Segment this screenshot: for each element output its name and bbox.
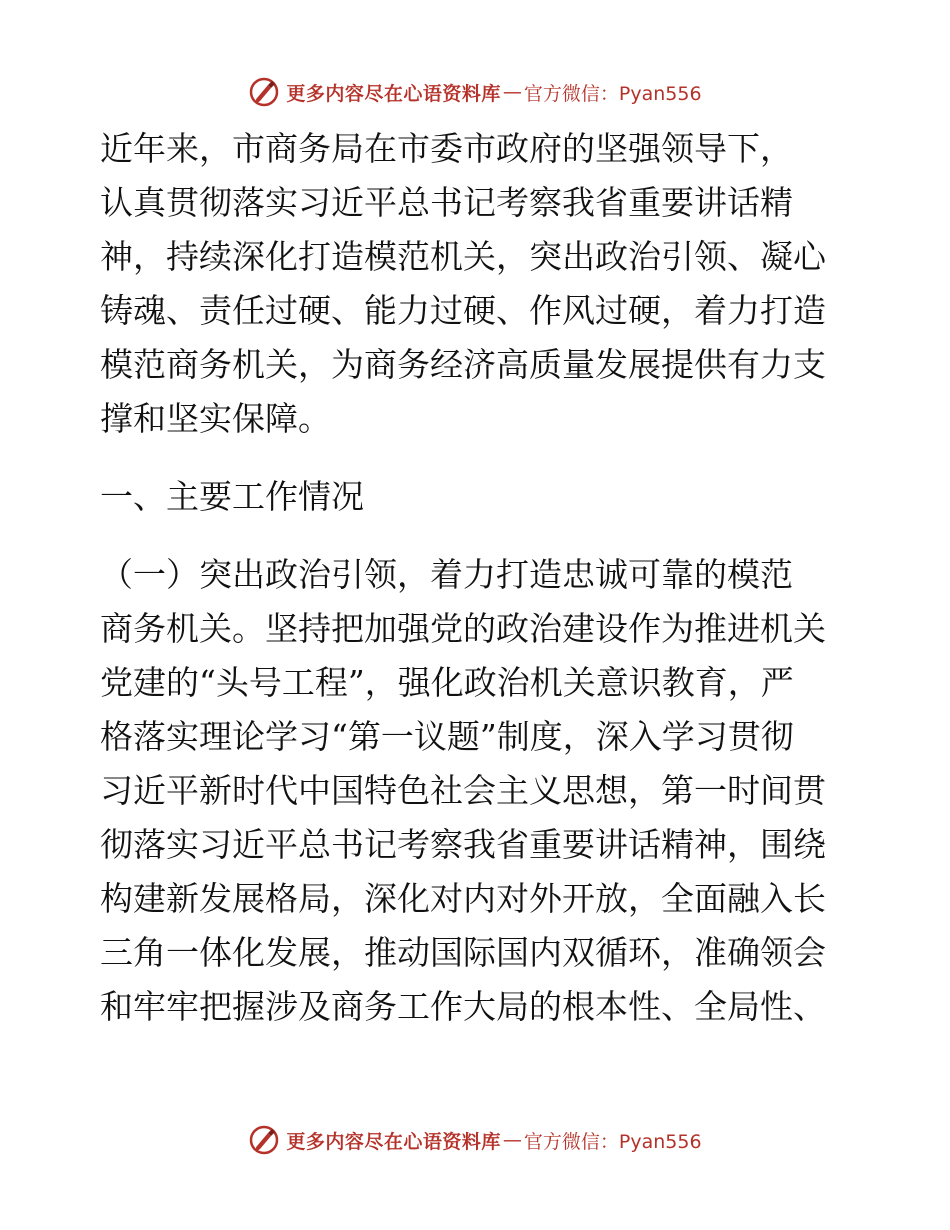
banner-wechat-text: 官方微信：Pyan556 (523, 82, 702, 105)
text-line: 神，持续深化打造模范机关，突出政治引领、凝心 (100, 237, 826, 276)
text-line: 和牢牢把握涉及商务工作大局的根本性、全局性、 (100, 987, 826, 1026)
text-line: （一）突出政治引领，着力打造忠诚可靠的模范 (100, 555, 793, 594)
text-line: 认真贯彻落实习近平总书记考察我省重要讲话精 (100, 183, 793, 222)
text-line: 撑和坚实保障。 (100, 399, 331, 438)
banner-wechat-text: 官方微信：Pyan556 (523, 1130, 702, 1153)
text-line: 铸魂、责任过硬、能力过硬、作风过硬，着力打造 (100, 291, 826, 330)
document-body (100, 122, 852, 1034)
banner-separator: — (502, 1129, 522, 1151)
intro-paragraph (100, 122, 852, 446)
text-line: 构建新发展格局，深化对内对外开放，全面融入长 (100, 879, 826, 918)
text-line: 格落实理论学习“第一议题”制度，深入学习贯彻 (100, 717, 794, 756)
logo-icon (248, 76, 280, 108)
logo-icon (248, 1124, 280, 1156)
banner-site-text: 更多内容尽在心语资料库 (286, 1130, 501, 1153)
text-line: 三角一体化发展，推动国际国内双循环，准确领会 (100, 933, 826, 972)
banner-separator: — (502, 81, 522, 103)
footer-banner (0, 1120, 950, 1160)
text-line: 习近平新时代中国特色社会主义思想，第一时间贯 (100, 771, 826, 810)
text-line: 近年来，市商务局在市委市政府的坚强领导下， (100, 129, 793, 168)
section-heading: 一、主要工作情况 (100, 477, 364, 516)
text-line: 彻落实习近平总书记考察我省重要讲话精神，围绕 (100, 825, 826, 864)
header-banner (0, 72, 950, 112)
text-line: 模范商务机关，为商务经济高质量发展提供有力支 (100, 345, 826, 384)
text-line: 商务机关。坚持把加强党的政治建设作为推进机关 (100, 609, 826, 648)
text-line: 党建的“头号工程”，强化政治机关意识教育，严 (100, 663, 794, 702)
banner-site-text: 更多内容尽在心语资料库 (286, 82, 501, 105)
subsection-paragraph (100, 548, 852, 1034)
